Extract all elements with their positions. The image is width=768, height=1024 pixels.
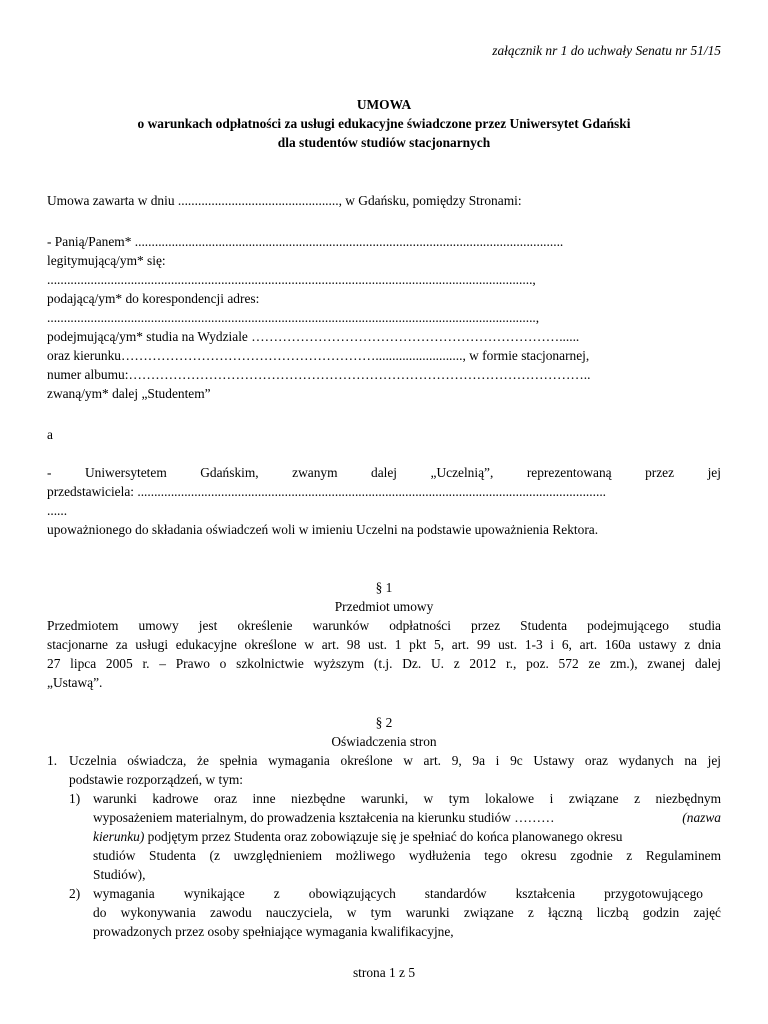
page-footer: strona 1 z 5 (352, 965, 416, 980)
subitem1-italic-text: (nazwa (682, 810, 721, 825)
document-title: UMOWA (356, 97, 412, 112)
subitem1-italic-text: kierunku) (93, 829, 145, 844)
document-subtitle-2: dla studentów studiów stacjonarnych (277, 135, 491, 150)
document-page (47, 0, 721, 1024)
conjunction: a (47, 427, 53, 442)
party1-address-label: podającą/ym* do korespondencji adres: (47, 291, 260, 306)
document-subtitle-1: o warunkach odpłatności za usługi edukacyjne świadczone przez Uniwersytet Gdański (137, 116, 631, 131)
subitem2-number: 2) (69, 886, 81, 901)
item1-number: 1. (47, 753, 58, 768)
party1-faculty-line: podejmującą/ym* studia na Wydziale ……………………………………………………………...... (47, 329, 580, 344)
section1-text-line: 27 lipca 2005 r. – Prawo o szkolnictwie wyższym (t.j. Dz. U. z 2012 r., poz. 572 ze zm.), zwanej dalej (47, 656, 721, 671)
party2-first-line (47, 463, 721, 482)
party1-designation: zwaną/ym* dalej „Studentem” (47, 386, 211, 401)
party2-word: Gdańskim, (200, 465, 259, 480)
subitem2-word: wynikające (183, 886, 245, 901)
section1-heading: Przedmiot umowy (334, 599, 434, 614)
party2-authorization-line: upoważnionego do składania oświadczeń woli w imieniu Uczelni na podstawie upoważnienia Rektora. (47, 522, 599, 537)
party1-id-label: legitymującą/ym* się: (47, 253, 166, 268)
subitem2-line: prowadzonych przez osoby spełniające wymagania kwalifikacyjne, (93, 924, 454, 939)
party2-dots-line: ...... (47, 503, 68, 518)
subitem2-word: wymagania (93, 886, 155, 901)
section1-text-line: Przedmiotem umowy jest określenie warunków odpłatności przez Studenta podejmującego studia (47, 618, 721, 633)
section2-heading: Oświadczenia stron (331, 734, 437, 749)
party1-name-line: - Panią/Panem* ................................................................................................................................ (47, 234, 564, 249)
subitem1-line: studiów Studenta (z uwzględnieniem możliwego wydłużenia tego okresu zgodnie z Regulaminem (93, 848, 721, 863)
subitem1-text: wyposażeniem materialnym, do prowadzenia kształcenia na kierunku studiów ……… (93, 810, 555, 825)
subitem1-line: Studiów), (93, 867, 146, 882)
party1-address-line: .................................................................................................................................................., (47, 310, 540, 325)
section1-text-line: stacjonarne za usługi edukacyjne określone w art. 98 ust. 1 pkt 5, art. 99 ust. 1-3 i 6, art. 160a ustawy z dnia (47, 637, 721, 652)
party2-word: - (47, 465, 52, 480)
party1-field-line: oraz kierunku………………………………………………….........................., w formie stacjonarnej, (47, 348, 590, 363)
section1-text-last-line: „Ustawą”. (47, 675, 103, 690)
party1-id-line: ................................................................................................................................................., (47, 272, 536, 287)
subitem1-line: warunki kadrowe oraz inne niezbędne warunki, w tym lokalowe i związane z niezbędnym (93, 791, 721, 806)
item1-line: podstawie rozporządzeń, w tym: (69, 772, 244, 787)
party2-word: zwanym (292, 465, 338, 480)
party1-album-line: numer albumu:………………………………………………………………………………………….. (47, 367, 591, 382)
subitem2-word: przygotowującego (604, 886, 703, 901)
subitem1-line (93, 827, 721, 846)
header-note: załącznik nr 1 do uchwały Senatu nr 51/15 (492, 43, 721, 58)
section2-number: § 2 (375, 715, 393, 730)
intro-line: Umowa zawarta w dniu ................................................, w Gdańsku, pomiędzy Stronami: (47, 193, 522, 208)
subitem2-word: standardów (424, 886, 487, 901)
subitem2-word: kształcenia (515, 886, 576, 901)
party2-word: Uniwersytetem (84, 465, 167, 480)
subitem1-text: podjętym przez Studenta oraz zobowiązuje się je spełniać do końca planowanego okresu (144, 829, 623, 844)
subitem2-first-line (93, 884, 703, 903)
subitem1-line (93, 808, 721, 827)
section1-number: § 1 (375, 580, 393, 595)
subitem2-word: z (273, 886, 280, 901)
party2-word: jej (707, 465, 721, 480)
subitem1-number: 1) (69, 791, 81, 806)
party2-word: reprezentowaną (526, 465, 612, 480)
item1-line: Uczelnia oświadcza, że spełnia wymagania określone w art. 9, 9a i 9c Ustawy oraz wydanych na jej (69, 753, 721, 768)
party2-word: „Uczelnią”, (430, 465, 494, 480)
party2-word: przez (645, 465, 675, 480)
party2-representative-line: przedstawiciela: ............................................................................................................................................ (47, 484, 607, 499)
party2-word: dalej (371, 465, 398, 480)
subitem2-line: do wykonywania zawodu nauczyciela, w tym warunki związane z łączną liczbą godzin zajęć (93, 905, 721, 920)
subitem2-word: obowiązujących (308, 886, 396, 901)
